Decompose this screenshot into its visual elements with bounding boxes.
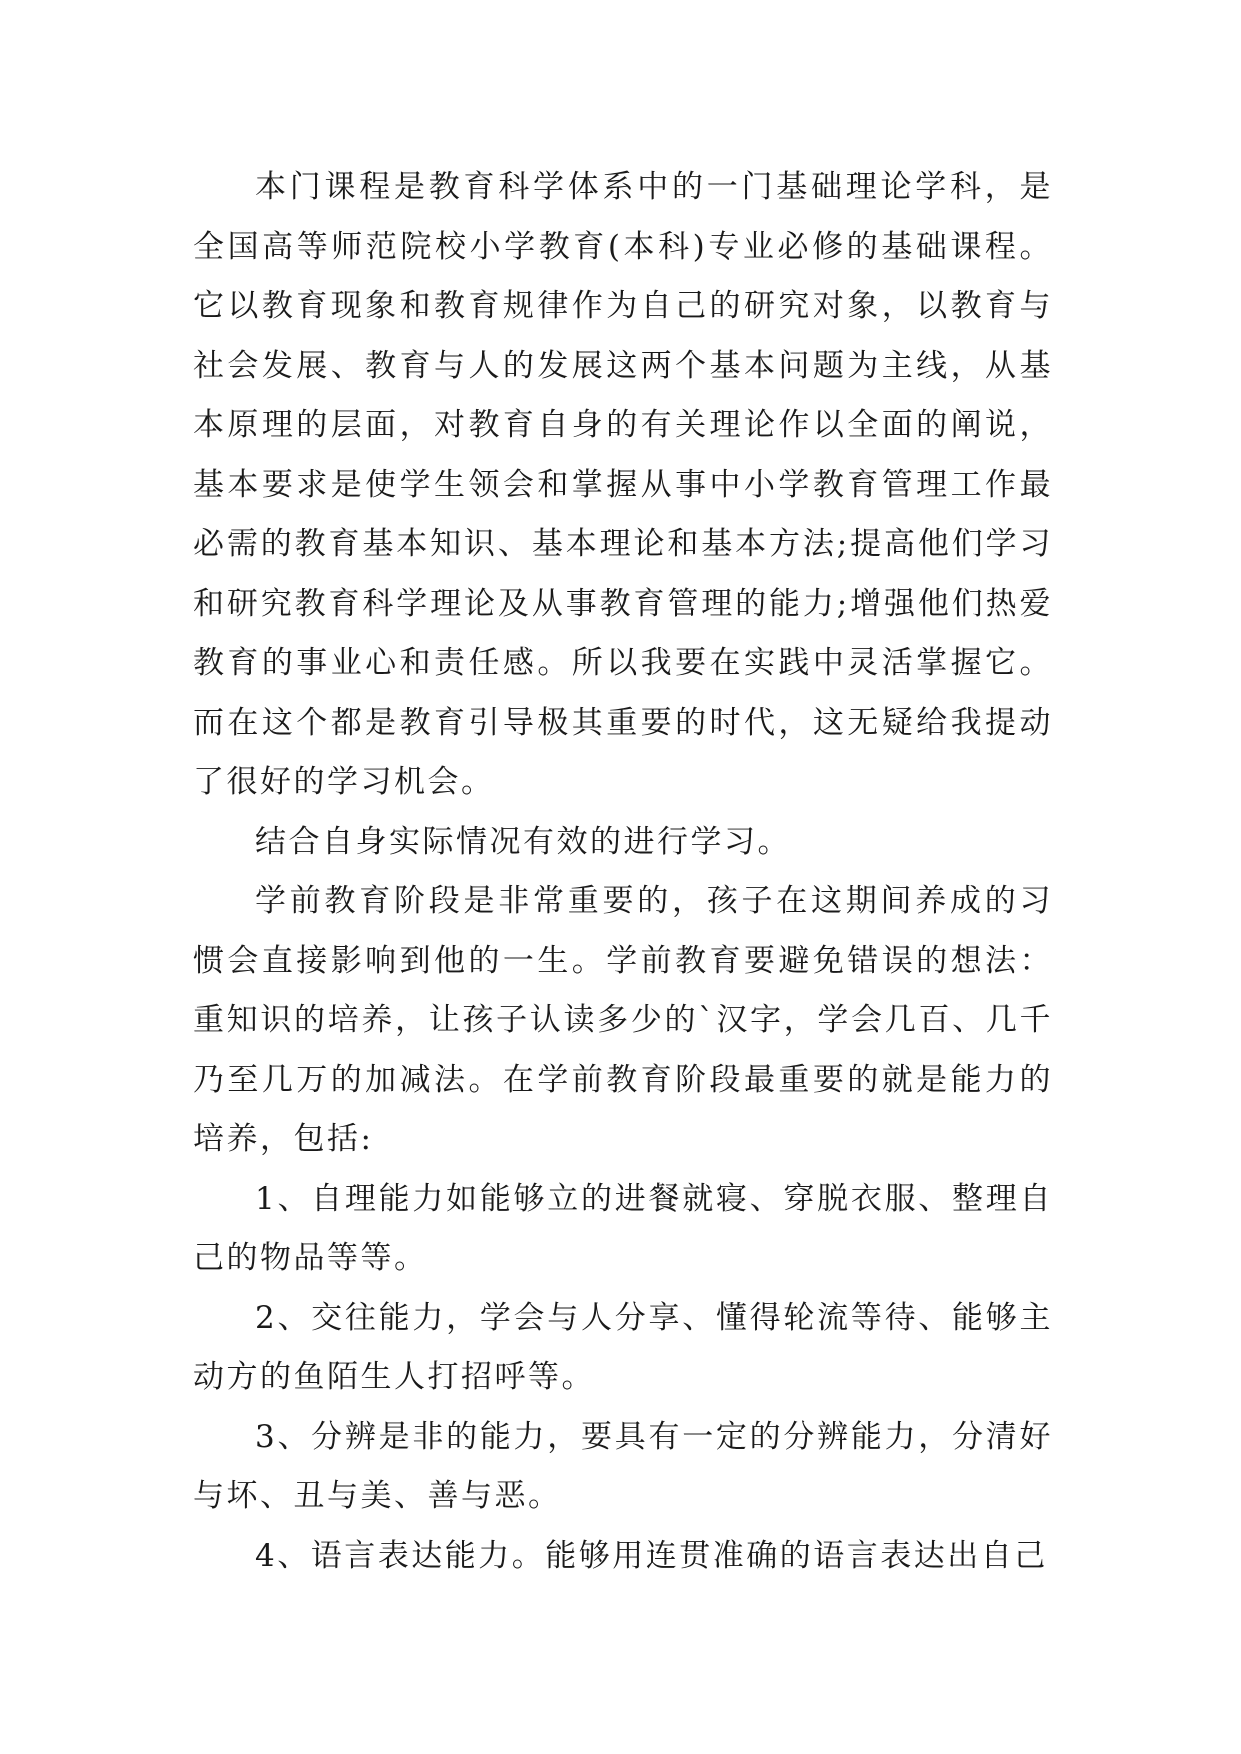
list-item-judgment: 3、分辨是非的能力，要具有一定的分辨能力，分清好与坏、丑与美、善与恶。 [193, 1418, 1053, 1514]
document-page [193, 158, 1053, 1586]
list-item-language: 4、语言表达能力。能够用连贯准确的语言表达出自己 [255, 1537, 1048, 1574]
paragraph-preschool: 学前教育阶段是非常重要的，孩子在这期间养成的习惯会直接影响到他的一生。学前教育要避免错误的想法：重知识的培养，让孩子认读多少的`汉字，学会几百、几千乃至几万的加减法。在学前教育阶段最重要的就是能力的培养，包括: [193, 883, 1053, 1157]
list-item-social: 2、交往能力，学会与人分享、懂得轮流等待、能够主动方的鱼陌生人打招呼等。 [193, 1299, 1053, 1395]
paragraph-course-intro: 本门课程是教育科学体系中的一门基础理论学科，是全国高等师范院校小学教育(本科)专业必修的基础课程。它以教育现象和教育规律作为自己的研究对象，以教育与社会发展、教育与人的发展这两个基本问题为主线，从基本原理的层面，对教育自身的有关理论作以全面的阐说，基本要求是使学生领会和掌握从事中小学教育管理工作最必需的教育基本知识、基本理论和基本方法;提高他们学习和研究教育科学理论及从事教育管理的能力;增强他们热爱教育的事业心和责任感。所以我要在实践中灵活掌握它。而在这个都是教育引导极其重要的时代，这无疑给我提动了很好的学习机会。 [193, 169, 1053, 800]
list-item-self-care: 1、自理能力如能够立的进餐就寝、穿脱衣服、整理自己的物品等等。 [193, 1180, 1053, 1276]
paragraph-study-method: 结合自身实际情况有效的进行学习。 [255, 823, 791, 860]
